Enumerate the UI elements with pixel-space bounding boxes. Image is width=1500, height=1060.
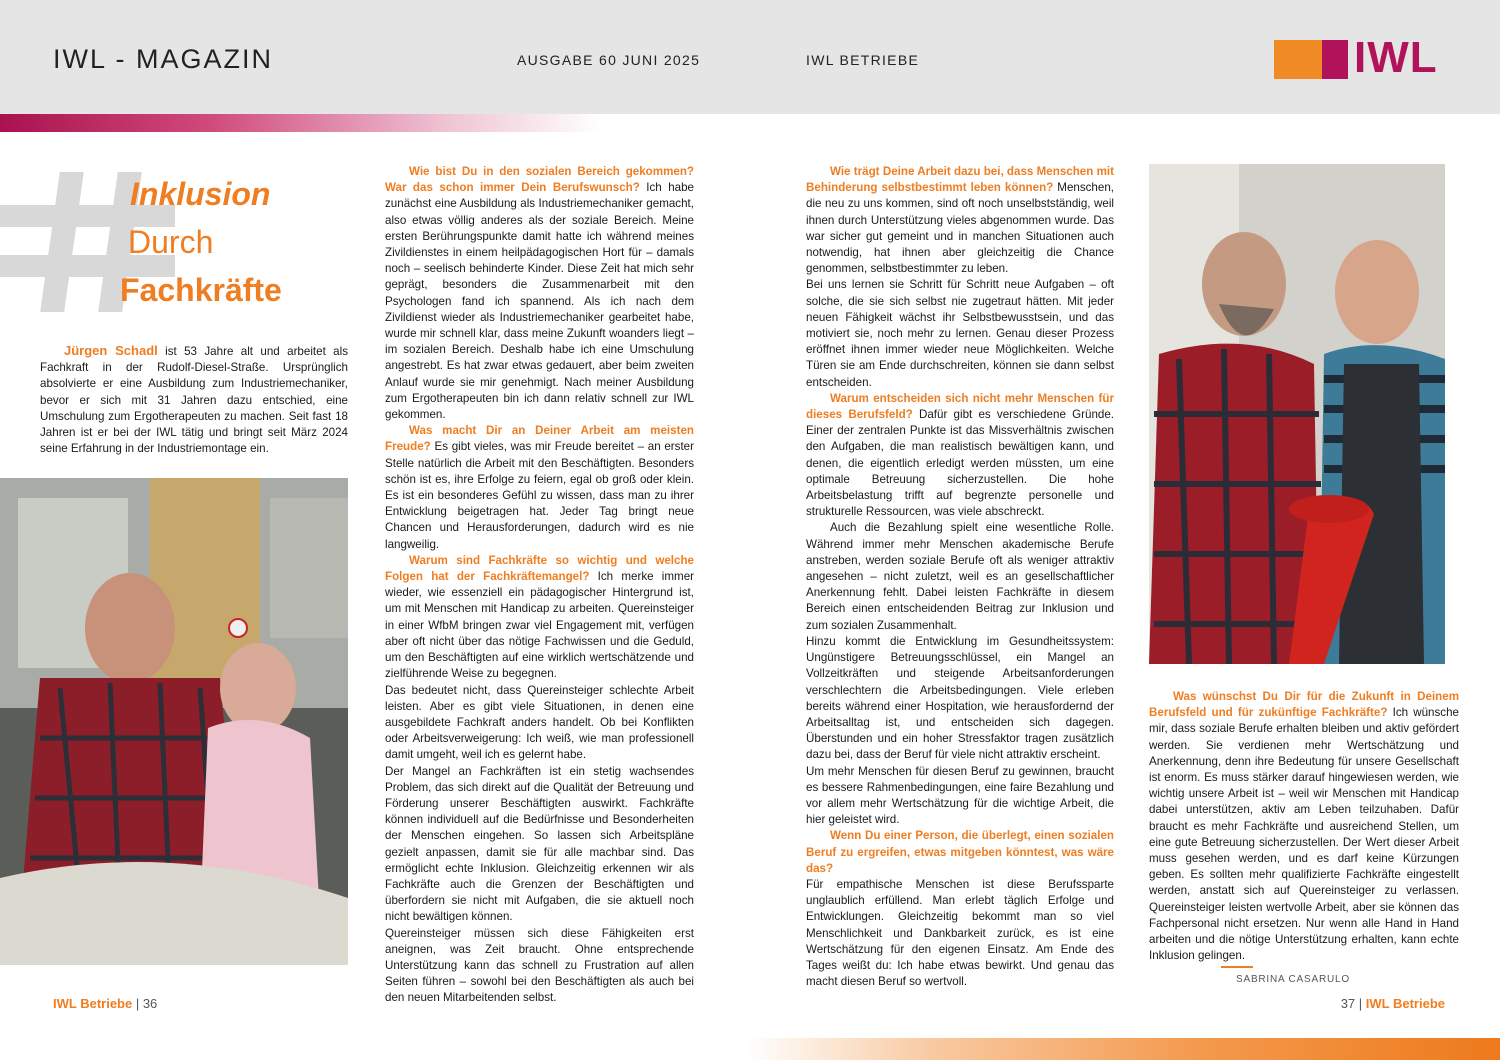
iwl-logo (1274, 33, 1446, 82)
paragraph: Um mehr Menschen für diesen Beruf zu gewinnen, braucht es bessere Rahmenbedingungen, eine faire Bezahlung und vor allem mehr Wertschätzung für die wichtige Arbeit, die hier geleistet wird. (806, 764, 1114, 827)
interview-column-2 (385, 164, 694, 1007)
photo-workshop (0, 478, 348, 965)
footer-left: IWL Betriebe | 36 (53, 996, 158, 1011)
footer-right: 37 | IWL Betriebe (1340, 996, 1445, 1011)
top-gradient-bar (0, 114, 600, 132)
answer: Ich habe zunächst eine Ausbildung als Industriemechaniker gemacht, also etwas völlig anderes als der soziale Bereich. Meine ersten Berührungspunkte damit hatte ich während meines Zivildienstes in einem heilpädagogischen Hort für – damals noch – seelisch behinderte Kinder. Diese Zeit hat mich sehr geprägt, besonders die Zusammenarbeit mit den Psychologen fand ich spannend. Als ich nach dem Zivildienst wieder als Industriemechaniker gearbeitet habe, wurde mir schnell klar, dass meine Zukunft woanders liegt – im sozialen Bereich. Deshalb habe ich eine Umschulung angestrebt. Es hat zwar etwas gedauert, aber beim zweiten Anlauf wurde sie mir genehmigt. Nach meiner Ausbildung zum Ergotherapeuten bin ich dann relativ schnell zur IWL gekommen. (385, 181, 694, 422)
headline-line-3: Fachkräfte (120, 272, 282, 308)
author-divider (1221, 966, 1253, 968)
headline-line-2: Durch (128, 224, 214, 260)
paragraph: Bei uns lernen sie Schritt für Schritt neue Aufgaben – oft solche, die sie sich selbst nie zugetraut hätten. Mit jeder neuen Fähigkeit wächst ihr Selbstbewusstsein, und das motiviert sie, noch mehr zu lernen. Genau dieser Prozess eröffnet ihnen immer wieder neue Möglichkeiten. Welche Türen sie am Ende durchschreiten, können sie dann selbst entscheiden. (806, 278, 1114, 389)
interview-column-3 (806, 164, 1114, 990)
question: Warum entscheiden sich nicht mehr Menschen für dieses Berufsfeld? (806, 391, 1114, 422)
paragraph: Quereinsteiger müssen sich diese Fähigkeiten erst aneignen, was Zeit braucht. Ohne entsprechende Unterstützung kann das schnell zu Frustration auf allen Seiten führen – sowohl bei den Beschäftigten als auch bei den neuen Mitarbeitenden selbst. (385, 926, 694, 1005)
page-number: 36 (142, 996, 158, 1011)
page-header (0, 0, 1500, 114)
question: Wie bist Du in den sozialen Bereich gekommen? War das schon immer Dein Berufswunsch? (385, 165, 694, 195)
paragraph: Für empathische Menschen ist diese Berufssparte unglaublich erfüllend. Man erlebt täglich Erfolge und Entwicklungen. Gleichzeitig bekommt man so viel Menschlichkeit und Dankbarkeit zurück, es ist eine Wertschätzung für den eigenen Einsatz. Am Ende des Tages weißt du: Ich habe etwas bewirkt. Und genau das macht diesen Beruf so wertvoll. (806, 877, 1114, 989)
paragraph: Das bedeutet nicht, dass Quereinsteiger schlechte Arbeit leisten. Aber es gibt viele Situationen, in denen eine ausgebildete Fachkraft anders handelt. Ob bei Konflikten oder Arbeitsverweigerung: Ich weiß, wie man professionell damit umgeht, weil ich es gelernt habe. (385, 683, 694, 762)
question: Wie trägt Deine Arbeit dazu bei, dass Menschen mit Behinderung selbstbestimmt leben können? (806, 165, 1114, 195)
bottom-gradient-bar (745, 1038, 1500, 1060)
paragraph: Hinzu kommt die Entwicklung im Gesundheitssystem: Ungünstigere Betreuungsschlüssel, ein Mangel an Vollzeitkräften und steigende Arbeitsanforderungen verschlechtern die Arbeitsbedingungen. Viele erleben bereits während einer Hospitation, wie herausfordernd der Arbeitsalltag ist, und entscheiden sich dagegen. Überstunden und ein hoher Stressfaktor tragen zusätzlich dazu bei, dass der Beruf für viele nicht attraktiv erscheint. (806, 634, 1114, 762)
intro-body: ist 53 Jahre alt und arbeitet als Fachkraft in der Rudolf-Diesel-Straße. Ursprünglich absolvierte er eine Ausbildung zum Industriemechaniker, bevor er sich mit 31 Jahren dazu entschied, eine Umschulung zum Ergotherapeuten zu machen. Seit fast 18 Jahren ist er bei der IWL tätig und bringt seit März 2024 seine Erfahrung in der Industriemontage ein. (40, 345, 349, 456)
answer: Es gibt vieles, was mir Freude bereitet – an erster Stelle natürlich die Arbeit mit den Beschäftigten. Besonders schön ist es, ihre Erfolge zu feiern, egal ob groß oder klein. Es ist ein besonderes Gefühl zu wissen, dass man zu ihrer Entwicklung beigetragen hat. Jeder Tag bringt neue Chancen und Herausforderungen, dadurch wird es nie langweilig. (385, 440, 694, 551)
intro-text (40, 343, 348, 457)
answer: Dafür gibt es verschiedene Gründe. Einer der zentralen Punkte ist das Missverhältnis zwischen den Aufgaben, die man realistisch bewältigen kann, und denen, die eigentlich erledigt werden müssten, um eine optimale Betreuung sicherzustellen. Die hohe Arbeitsbelastung trifft auf begrenzte personelle und strukturelle Ressourcen, was viele abschreckt. (806, 408, 1115, 519)
issue-info: AUSGABE 60 JUNI 2025 (517, 52, 701, 68)
interview-column-4 (1149, 689, 1459, 964)
answer: Ich wünsche mir, dass soziale Berufe erhalten bleiben und aktiv gefördert werden. Sie verdienen mehr Wertschätzung und Anerkennung, denn ihre Bedeutung für unsere Gesellschaft ist enorm. Es muss stärker darauf hingewiesen werden, wie wichtig unsere Arbeit ist – weil wir Menschen mit Handicap dabei unterstützen, aktiv am Leben teilzuhaben. Dafür braucht es mehr Fachkräfte und ausreichend Stellen, um eine gute Betreuung sicherzustellen. Der Wert dieser Arbeit muss gesehen werden, und es darf keine Kürzungen geben. Es sollten mehr qualifizierte Fachkräfte eingestellt werden, anstatt sich auf Quereinsteiger zu verlassen. Quereinsteiger leisten wertvolle Arbeit, aber sie können das Fachpersonal nicht ersetzen. Nur wenn alle Hand in Hand arbeiten und die nötige Unterstützung erhalten, kann echte Inklusion gelingen. (1149, 706, 1459, 963)
footer-brand: IWL Betriebe (1365, 996, 1445, 1011)
page-number: 37 (1340, 996, 1356, 1011)
footer-brand: IWL Betriebe (53, 996, 133, 1011)
paragraph: Der Mangel an Fachkräften ist ein stetig wachsendes Problem, das sich direkt auf die Qualität der Betreuung und Förderung unserer Beschäftigten auswirkt. Fachkräfte können individuell auf die Bedürfnisse und Besonderheiten der Menschen eingehen. So lassen sich Arbeitspläne gezielt anpassen, damit sie für alle machbar sind. Das ermöglicht echte Inklusion. Gleichzeitig erkennen wir als Fachkräfte auch die Grenzen der Beschäftigten und überfordern sie nicht mit Aufgaben, die sie aktuell noch nicht bewältigen können. (385, 764, 694, 924)
question: Wenn Du einer Person, die überlegt, einen sozialen Beruf zu ergreifen, etwas mitgeben könntest, was wäre das? (806, 829, 1114, 875)
headline (120, 170, 282, 314)
question: Warum sind Fachkräfte so wichtig und welche Folgen hat der Fachkräftemangel? (385, 553, 694, 584)
headline-line-1: Inklusion (130, 176, 271, 212)
section-title: IWL BETRIEBE (806, 52, 920, 68)
question: Was macht Dir an Deiner Arbeit am meisten Freude? (385, 424, 694, 454)
author-name: SABRINA CASARULO (1236, 974, 1350, 985)
logo-mark-icon (1274, 40, 1348, 79)
person-name: Jürgen Schadl (64, 343, 158, 358)
answer: Ich merke immer wieder, wie essenziell ein pädagogischer Hintergrund ist, um mit Menschen mit Handicap zu arbeiten. Quereinsteiger in einer WfbM bringen zwar viel Engagement mit, verfügen aber oft nicht über das nötige Fachwissen und die Geduld, um den Beschäftigten auf eine wirklich wertschätzende und zielführende Weise zu begegnen. (385, 570, 695, 681)
question: Was wünschst Du Dir für die Zukunft in Deinem Berufsfeld und für zukünftige Fachkräfte? (1149, 690, 1459, 720)
photo-colleagues (1149, 164, 1445, 664)
magazine-title: IWL - MAGAZIN (53, 44, 273, 74)
logo-text: IWL (1354, 33, 1438, 82)
paragraph: Auch die Bezahlung spielt eine wesentliche Rolle. Während immer mehr Menschen akademische Berufe anstreben, werden soziale Berufe oft als weniger attraktiv angesehen – nicht zuletzt, weil es an gesellschaftlicher Anerkennung fehlt. Dabei leisten Fachkräfte in diesem Bereich einen entscheidenden Beitrag zur Inklusion und zum sozialen Zusammenhalt. (806, 521, 1114, 632)
answer: Menschen, die neu zu uns kommen, sind oft noch unselbstständig, weil ihnen durch Unterstützung vieles abgenommen wurde. Das war sicher gut gemeint und in manchen Situationen auch notwendig, hat ihnen aber gleichzeitig die Chance genommen, selbstbestimmter zu leben. (806, 181, 1114, 276)
